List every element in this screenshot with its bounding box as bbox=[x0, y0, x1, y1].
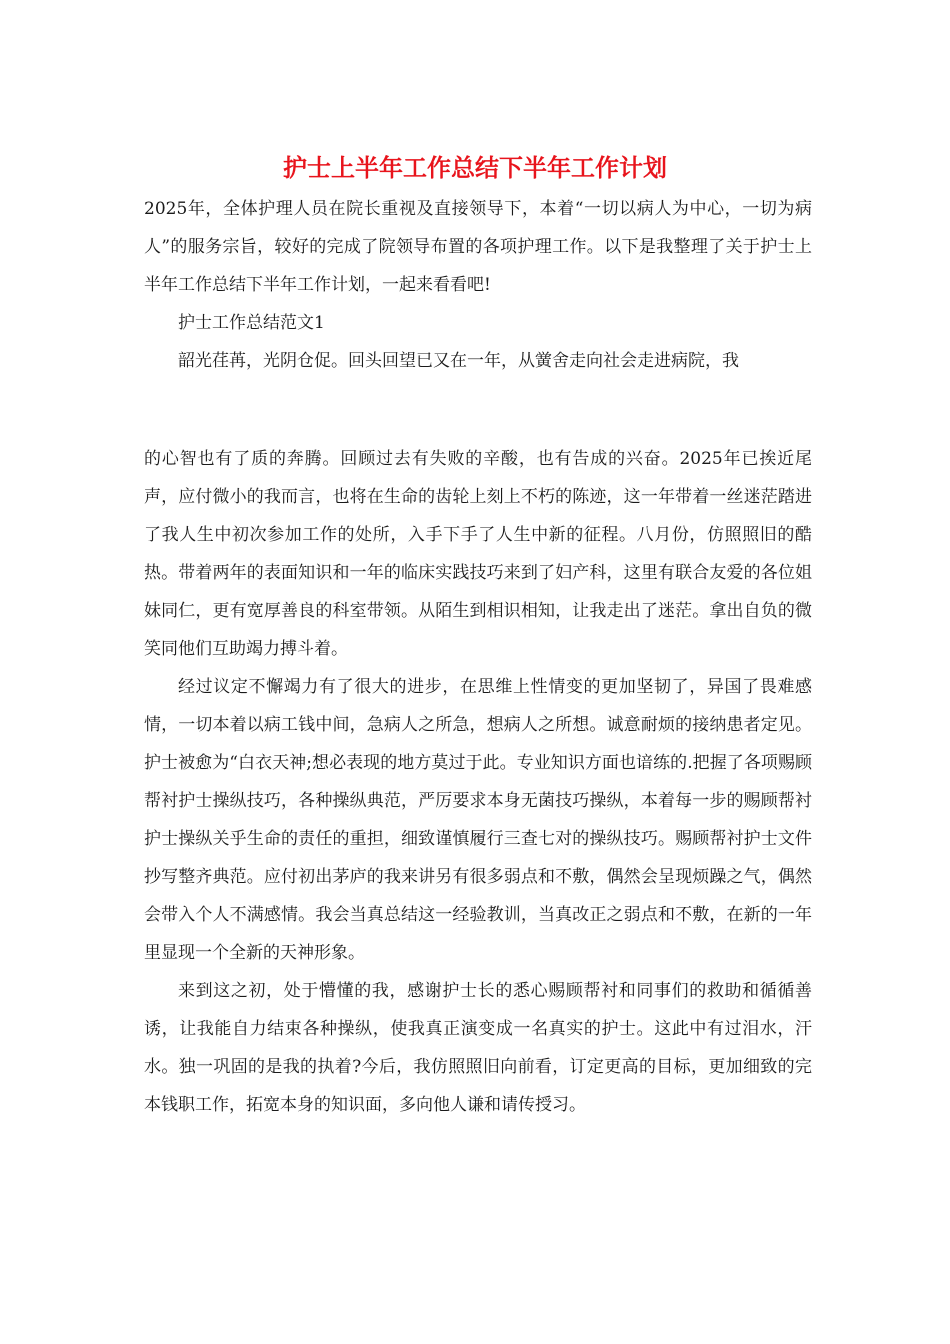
paragraph-1-continued: 的心智也有了质的奔腾。回顾过去有失败的辛酸，也有告成的兴奋。2025年已挨近尾声，应付微小的我而言，也将在生命的齿轮上刻上不朽的陈迹，这一年带着一丝迷茫踏进了我人生中初次参加工作的处所，入手下手了人生中新的征程。八月份，仿照照旧的酷热。带着两年的表面知识和一年的临床实践技巧来到了妇产科，这里有联合友爱的各位姐妹同仁，更有宽厚善良的科室带领。从陌生到相识相知，让我走出了迷茫。拿出自负的微笑同他们互助竭力搏斗着。 bbox=[144, 449, 812, 659]
document-title: 护士上半年工作总结下半年工作计划 bbox=[283, 153, 667, 182]
document-body-main bbox=[144, 440, 812, 1124]
document-body-top bbox=[144, 190, 812, 380]
paragraph-1-start: 韶光荏苒，光阴仓促。回头回望已又在一年，从黉舍走向社会走进病院，我 bbox=[178, 351, 739, 371]
intro-paragraph: 2025年，全体护理人员在院长重视及直接领导下，本着“一切以病人为中心，一切为病人”的服务宗旨，较好的完成了院领导布置的各项护理工作。以下是我整理了关于护士上半年工作总结下半年工作计划，一起来看看吧! bbox=[144, 199, 812, 295]
paragraph-2: 经过议定不懈竭力有了很大的进步，在思维上性情变的更加坚韧了，异国了畏难感情，一切本着以病工钱中间，急病人之所急，想病人之所想。诚意耐烦的接纳患者定见。护士被愈为“白衣天神;想必表现的地方莫过于此。专业知识方面也谙练的.把握了各项赐顾帮衬护士操纵技巧，各种操纵典范，严厉要求本身无菌技巧操纵，本着每一步的赐顾帮衬护士操纵关乎生命的责任的重担，细致谨慎履行三查七对的操纵技巧。赐顾帮衬护士文件抄写整齐典范。应付初出茅庐的我来讲另有很多弱点和不敷，偶然会呈现烦躁之气，偶然会带入个人不满感情。我会当真总结这一经验教训，当真改正之弱点和不敷，在新的一年里显现一个全新的天神形象。 bbox=[144, 677, 812, 963]
section-heading: 护士工作总结范文1 bbox=[178, 313, 325, 333]
paragraph-3: 来到这之初，处于懵懂的我，感谢护士长的悉心赐顾帮衬和同事们的救助和循循善诱，让我能自力结束各种操纵，使我真正演变成一名真实的护士。这此中有过泪水，汗水。独一巩固的是我的执着?今后，我仿照照旧向前看，订定更高的目标，更加细致的完本钱职工作，拓宽本身的知识面，多向他人谦和请传授习。 bbox=[144, 981, 812, 1115]
